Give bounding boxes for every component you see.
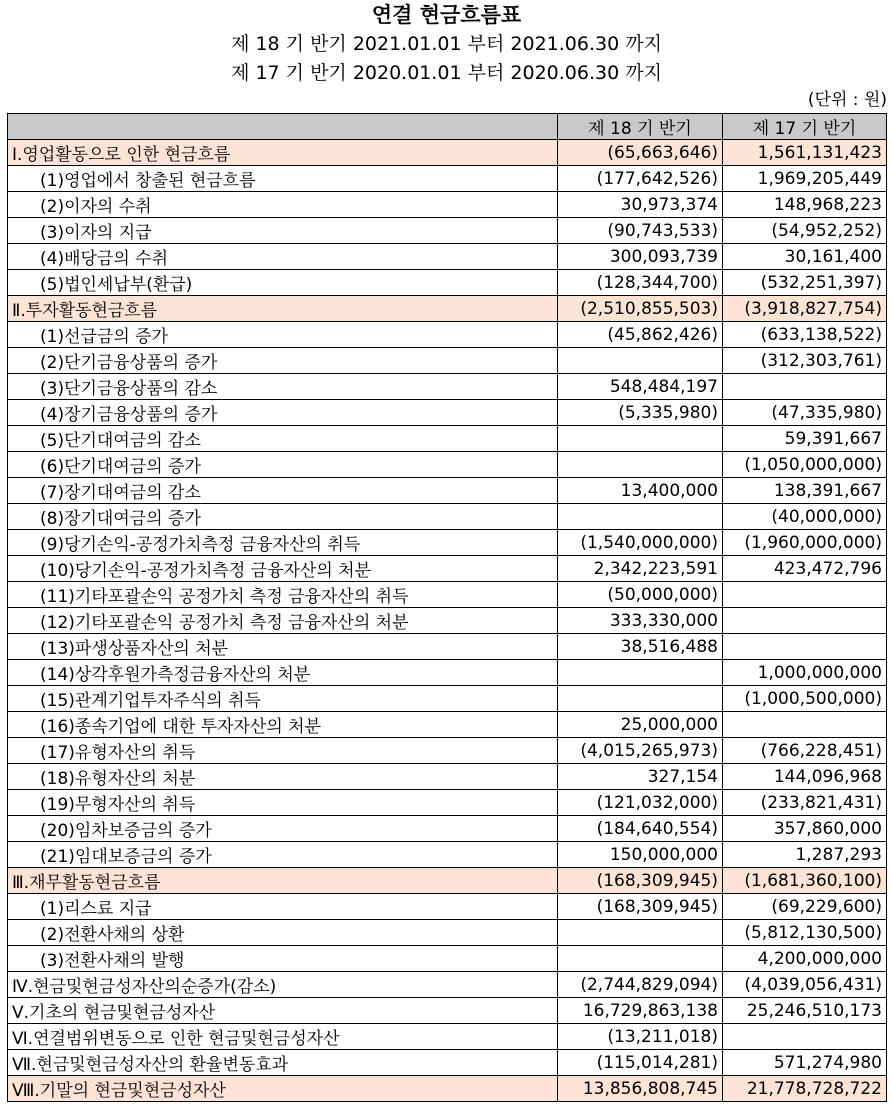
row-label: (4)장기금융상품의 증가	[8, 400, 558, 426]
row-label: (20)임차보증금의 증가	[8, 816, 558, 842]
row-label: Ⅵ.연결범위변동으로 인한 현금및현금성자산	[8, 1024, 558, 1050]
value-current: 150,000,000	[558, 842, 723, 868]
row-label: (9)당기손익-공정가치측정 금융자산의 취득	[8, 530, 558, 556]
table-row	[8, 634, 887, 660]
table-row	[8, 374, 887, 400]
row-label: (2)이자의 수취	[8, 192, 558, 218]
value-previous: 148,968,223	[723, 192, 887, 218]
table-row	[8, 504, 887, 530]
value-previous: 25,246,510,173	[723, 998, 887, 1024]
value-current: (168,309,945)	[558, 868, 723, 894]
value-previous: 21,778,728,722	[723, 1076, 887, 1102]
value-current: 333,330,000	[558, 608, 723, 634]
table-row	[8, 1050, 887, 1076]
value-current: (128,344,700)	[558, 270, 723, 296]
value-current: 25,000,000	[558, 712, 723, 738]
value-current	[558, 686, 723, 712]
table-row	[8, 972, 887, 998]
period-current: 제 18 기 반기 2021.01.01 부터 2021.06.30 까지	[231, 33, 662, 55]
table-row	[8, 218, 887, 244]
table-row	[8, 686, 887, 712]
table-row	[8, 894, 887, 920]
table-row	[8, 920, 887, 946]
table-row	[8, 426, 887, 452]
table-row	[8, 348, 887, 374]
value-previous: (633,138,522)	[723, 322, 887, 348]
section-row	[8, 868, 887, 894]
row-label: (1)영업에서 창출된 현금흐름	[8, 166, 558, 192]
cash-flow-table	[7, 113, 887, 1102]
table-header-row	[8, 114, 887, 140]
value-previous: 144,096,968	[723, 764, 887, 790]
table-row	[8, 660, 887, 686]
table-row	[8, 530, 887, 556]
row-label: (2)단기금융상품의 증가	[8, 348, 558, 374]
table-row	[8, 712, 887, 738]
table-row	[8, 270, 887, 296]
report-title: 연결 현금흐름표	[371, 3, 522, 27]
section-row	[8, 1076, 887, 1102]
value-previous: (312,303,761)	[723, 348, 887, 374]
unit-label: (단위 : 원)	[807, 90, 887, 110]
value-current: (2,510,855,503)	[558, 296, 723, 322]
row-label: (4)배당금의 수취	[8, 244, 558, 270]
table-row	[8, 192, 887, 218]
row-label: (21)임대보증금의 증가	[8, 842, 558, 868]
value-current	[558, 920, 723, 946]
value-previous	[723, 582, 887, 608]
value-current: (184,640,554)	[558, 816, 723, 842]
row-label: (3)단기금융상품의 감소	[8, 374, 558, 400]
value-previous	[723, 374, 887, 400]
row-label: (2)전환사채의 상환	[8, 920, 558, 946]
value-current: 13,856,808,745	[558, 1076, 723, 1102]
row-label: (18)유형자산의 처분	[8, 764, 558, 790]
value-previous: (1,000,500,000)	[723, 686, 887, 712]
table-row	[8, 478, 887, 504]
value-previous: (532,251,397)	[723, 270, 887, 296]
value-previous	[723, 608, 887, 634]
table-row	[8, 556, 887, 582]
row-label: (1)선급금의 증가	[8, 322, 558, 348]
table-row	[8, 322, 887, 348]
row-label: (11)기타포괄손익 공정가치 측정 금융자산의 취득	[8, 582, 558, 608]
value-current	[558, 660, 723, 686]
value-current: 548,484,197	[558, 374, 723, 400]
value-current: (90,743,533)	[558, 218, 723, 244]
value-previous: (5,812,130,500)	[723, 920, 887, 946]
value-previous: 138,391,667	[723, 478, 887, 504]
value-previous: 1,561,131,423	[723, 140, 887, 166]
row-label: (7)장기대여금의 감소	[8, 478, 558, 504]
value-previous: (233,821,431)	[723, 790, 887, 816]
value-previous: (1,681,360,100)	[723, 868, 887, 894]
row-label: (10)당기손익-공정가치측정 금융자산의 처분	[8, 556, 558, 582]
table-row	[8, 400, 887, 426]
value-current	[558, 504, 723, 530]
value-previous: 571,274,980	[723, 1050, 887, 1076]
value-current: 327,154	[558, 764, 723, 790]
value-previous: (40,000,000)	[723, 504, 887, 530]
row-label: (8)장기대여금의 증가	[8, 504, 558, 530]
row-label: (3)이자의 지급	[8, 218, 558, 244]
value-current: (115,014,281)	[558, 1050, 723, 1076]
value-previous: 1,287,293	[723, 842, 887, 868]
period-previous: 제 17 기 반기 2020.01.01 부터 2020.06.30 까지	[231, 62, 662, 84]
value-current: (177,642,526)	[558, 166, 723, 192]
value-previous: (1,050,000,000)	[723, 452, 887, 478]
column-header-item	[8, 114, 558, 140]
row-label: (1)리스료 지급	[8, 894, 558, 920]
value-current: 16,729,863,138	[558, 998, 723, 1024]
row-label: (6)단기대여금의 증가	[8, 452, 558, 478]
row-label: (15)관계기업투자주식의 취득	[8, 686, 558, 712]
row-label: (16)종속기업에 대한 투자자산의 처분	[8, 712, 558, 738]
table-row	[8, 1024, 887, 1050]
row-label: Ⅷ.기말의 현금및현금성자산	[8, 1076, 558, 1102]
value-current	[558, 348, 723, 374]
value-current: 13,400,000	[558, 478, 723, 504]
value-previous	[723, 1024, 887, 1050]
table-row	[8, 244, 887, 270]
row-label: Ⅰ.영업활동으로 인한 현금흐름	[8, 140, 558, 166]
row-label: (5)단기대여금의 감소	[8, 426, 558, 452]
value-previous: (3,918,827,754)	[723, 296, 887, 322]
value-current: 300,093,739	[558, 244, 723, 270]
row-label: Ⅴ.기초의 현금및현금성자산	[8, 998, 558, 1024]
row-label: (3)전환사채의 발행	[8, 946, 558, 972]
value-current	[558, 426, 723, 452]
value-previous	[723, 634, 887, 660]
value-current	[558, 452, 723, 478]
value-previous: 59,391,667	[723, 426, 887, 452]
row-label: (12)기타포괄손익 공정가치 측정 금융자산의 처분	[8, 608, 558, 634]
value-previous: (1,960,000,000)	[723, 530, 887, 556]
value-current: 2,342,223,591	[558, 556, 723, 582]
column-header-current: 제 18 기 반기	[558, 114, 723, 140]
value-previous: (69,229,600)	[723, 894, 887, 920]
table-row	[8, 608, 887, 634]
value-current: (168,309,945)	[558, 894, 723, 920]
row-label: (19)무형자산의 취득	[8, 790, 558, 816]
row-label: Ⅶ.현금및현금성자산의 환율변동효과	[8, 1050, 558, 1076]
value-previous	[723, 712, 887, 738]
value-previous: 4,200,000,000	[723, 946, 887, 972]
value-previous: 1,000,000,000	[723, 660, 887, 686]
value-current: (2,744,829,094)	[558, 972, 723, 998]
value-current: (45,862,426)	[558, 322, 723, 348]
value-current: (4,015,265,973)	[558, 738, 723, 764]
table-row	[8, 816, 887, 842]
row-label: (14)상각후원가측정금융자산의 처분	[8, 660, 558, 686]
row-label: Ⅱ.투자활동현금흐름	[8, 296, 558, 322]
value-current: (50,000,000)	[558, 582, 723, 608]
value-current: 30,973,374	[558, 192, 723, 218]
table-row	[8, 998, 887, 1024]
table-row	[8, 790, 887, 816]
row-label: (17)유형자산의 취득	[8, 738, 558, 764]
value-previous: 1,969,205,449	[723, 166, 887, 192]
value-current: (1,540,000,000)	[558, 530, 723, 556]
value-current: (65,663,646)	[558, 140, 723, 166]
value-current: (13,211,018)	[558, 1024, 723, 1050]
row-label: Ⅲ.재무활동현금흐름	[8, 868, 558, 894]
report-header	[0, 0, 893, 88]
row-label: (5)법인세납부(환급)	[8, 270, 558, 296]
row-label: Ⅳ.현금및현금성자산의순증가(감소)	[8, 972, 558, 998]
value-previous: 423,472,796	[723, 556, 887, 582]
value-previous: (47,335,980)	[723, 400, 887, 426]
value-previous: (4,039,056,431)	[723, 972, 887, 998]
section-row	[8, 296, 887, 322]
table-row	[8, 582, 887, 608]
table-row	[8, 764, 887, 790]
table-row	[8, 166, 887, 192]
value-current: (5,335,980)	[558, 400, 723, 426]
table-row	[8, 842, 887, 868]
table-row	[8, 452, 887, 478]
value-previous: (766,228,451)	[723, 738, 887, 764]
value-current: (121,032,000)	[558, 790, 723, 816]
value-previous: 357,860,000	[723, 816, 887, 842]
value-previous: 30,161,400	[723, 244, 887, 270]
column-header-previous: 제 17 기 반기	[723, 114, 887, 140]
row-label: (13)파생상품자산의 처분	[8, 634, 558, 660]
table-row	[8, 946, 887, 972]
value-previous: (54,952,252)	[723, 218, 887, 244]
value-current	[558, 946, 723, 972]
value-current: 38,516,488	[558, 634, 723, 660]
table-row	[8, 738, 887, 764]
section-row	[8, 140, 887, 166]
